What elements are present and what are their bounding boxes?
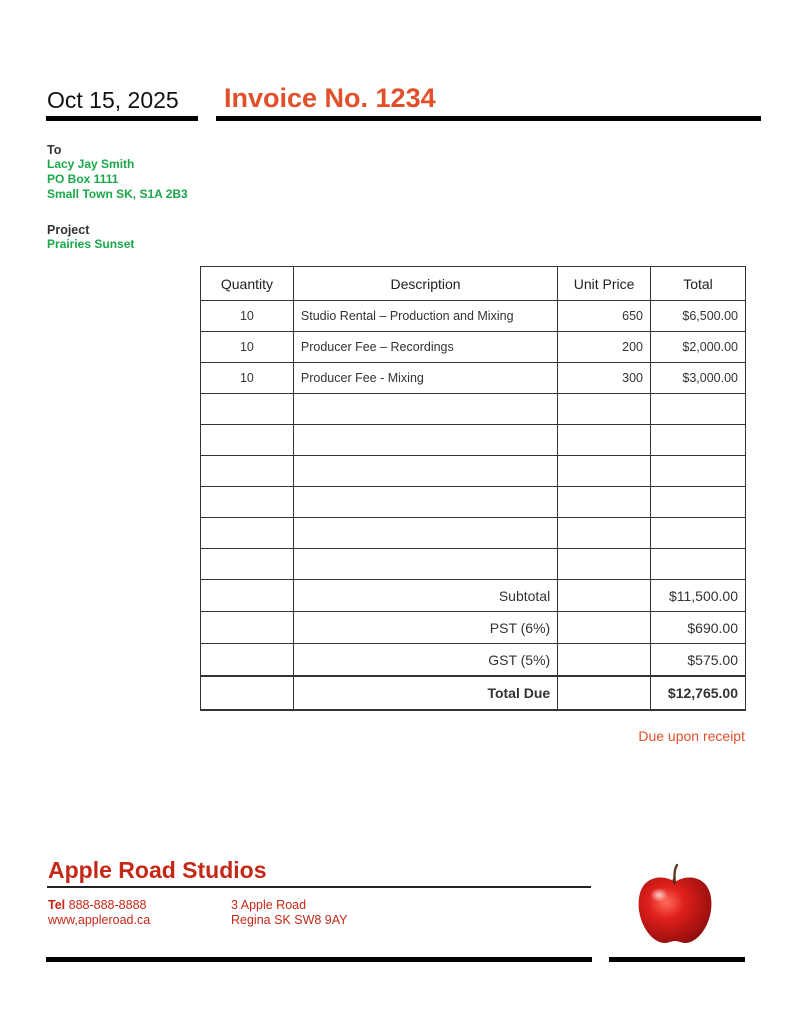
gst-value: $575.00 — [651, 644, 746, 677]
invoice-table — [200, 266, 746, 711]
invoice-date: Oct 15, 2025 — [47, 87, 179, 113]
row-description: Producer Fee - Mixing — [293, 363, 557, 394]
subtotal-row — [201, 580, 746, 612]
company-name: Apple Road Studios — [48, 857, 267, 883]
row-total: $3,000.00 — [651, 363, 746, 394]
table-row-empty — [201, 487, 746, 518]
header-rule-right — [216, 116, 761, 121]
footer-rule-right — [609, 957, 745, 962]
pst-row — [201, 612, 746, 644]
footer-rule-thin — [47, 886, 591, 888]
company-address-line1: 3 Apple Road — [231, 898, 307, 912]
footer-rule-left — [46, 957, 592, 962]
table-row-empty — [201, 518, 746, 549]
row-quantity: 10 — [201, 363, 294, 394]
table-row-empty — [201, 425, 746, 456]
recipient-block — [47, 157, 188, 202]
total-due-label: Total Due — [293, 676, 557, 710]
row-quantity: 10 — [201, 301, 294, 332]
apple-icon — [636, 862, 714, 946]
row-total: $6,500.00 — [651, 301, 746, 332]
recipient-label: To — [47, 143, 62, 157]
row-quantity: 10 — [201, 332, 294, 363]
company-contact — [48, 898, 150, 928]
table-row-empty — [201, 549, 746, 580]
recipient-address-line1: PO Box 1111 — [47, 172, 119, 186]
row-unit-price: 200 — [558, 332, 651, 363]
pst-value: $690.00 — [651, 612, 746, 644]
subtotal-label: Subtotal — [293, 580, 557, 612]
table-row — [201, 332, 746, 363]
table-row — [201, 301, 746, 332]
total-due-value: $12,765.00 — [651, 676, 746, 710]
header-total: Total — [651, 267, 746, 301]
company-address — [231, 898, 348, 928]
table-row — [201, 363, 746, 394]
recipient-name: Lacy Jay Smith — [47, 157, 135, 171]
project-label: Project — [47, 223, 90, 237]
row-unit-price: 650 — [558, 301, 651, 332]
gst-row — [201, 644, 746, 677]
header-rule-left — [46, 116, 198, 121]
project-name: Prairies Sunset — [47, 237, 135, 251]
company-website: www,appleroad.ca — [48, 913, 151, 927]
row-total: $2,000.00 — [651, 332, 746, 363]
table-row-empty — [201, 394, 746, 425]
gst-label: GST (5%) — [293, 644, 557, 677]
company-phone: 888-888-8888 — [68, 898, 147, 912]
tel-label: Tel — [48, 898, 66, 912]
total-due-row — [201, 676, 746, 710]
invoice-title: Invoice No. 1234 — [224, 83, 436, 113]
subtotal-value: $11,500.00 — [651, 580, 746, 612]
payment-terms: Due upon receipt — [638, 728, 745, 744]
table-row-empty — [201, 456, 746, 487]
header-quantity: Quantity — [201, 267, 294, 301]
pst-label: PST (6%) — [293, 612, 557, 644]
header-unit-price: Unit Price — [558, 267, 651, 301]
row-unit-price: 300 — [558, 363, 651, 394]
row-description: Studio Rental – Production and Mixing — [293, 301, 557, 332]
recipient-address-line2: Small Town SK, S1A 2B3 — [47, 187, 188, 201]
company-address-line2: Regina SK SW8 9AY — [231, 913, 348, 927]
row-description: Producer Fee – Recordings — [293, 332, 557, 363]
header-description: Description — [293, 267, 557, 301]
table-header-row — [201, 267, 746, 301]
